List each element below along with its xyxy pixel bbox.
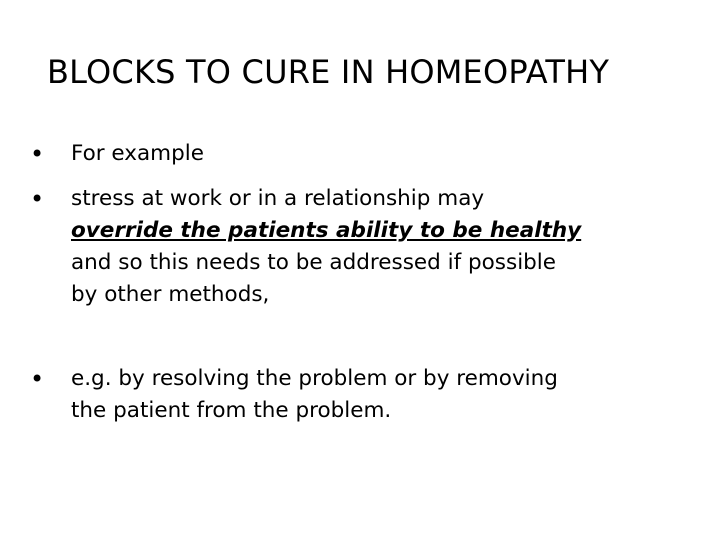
bullet-text: e.g. by resolving the problem or by removing <box>71 366 558 391</box>
bullet-dot-icon: • <box>30 185 45 213</box>
bullet-text: and so this needs to be addressed if possible <box>71 250 557 275</box>
bullet-text: the patient from the problem. <box>71 398 392 423</box>
bullet-item <box>30 138 710 170</box>
bullet-item <box>30 183 710 311</box>
bullet-item <box>30 363 710 427</box>
slide-title: BLOCKS TO CURE IN HOMEOPATHY <box>47 53 610 91</box>
bullet-text: by other methods, <box>71 282 270 307</box>
bullet-dot-icon: • <box>30 140 45 168</box>
bullet-text: For example <box>71 141 204 166</box>
bullet-text: stress at work or in a relationship may <box>71 186 485 211</box>
bullet-dot-icon: • <box>30 365 45 393</box>
emphasized-text: override the patients ability to be healthy <box>71 218 582 243</box>
bullet-list <box>30 138 710 427</box>
